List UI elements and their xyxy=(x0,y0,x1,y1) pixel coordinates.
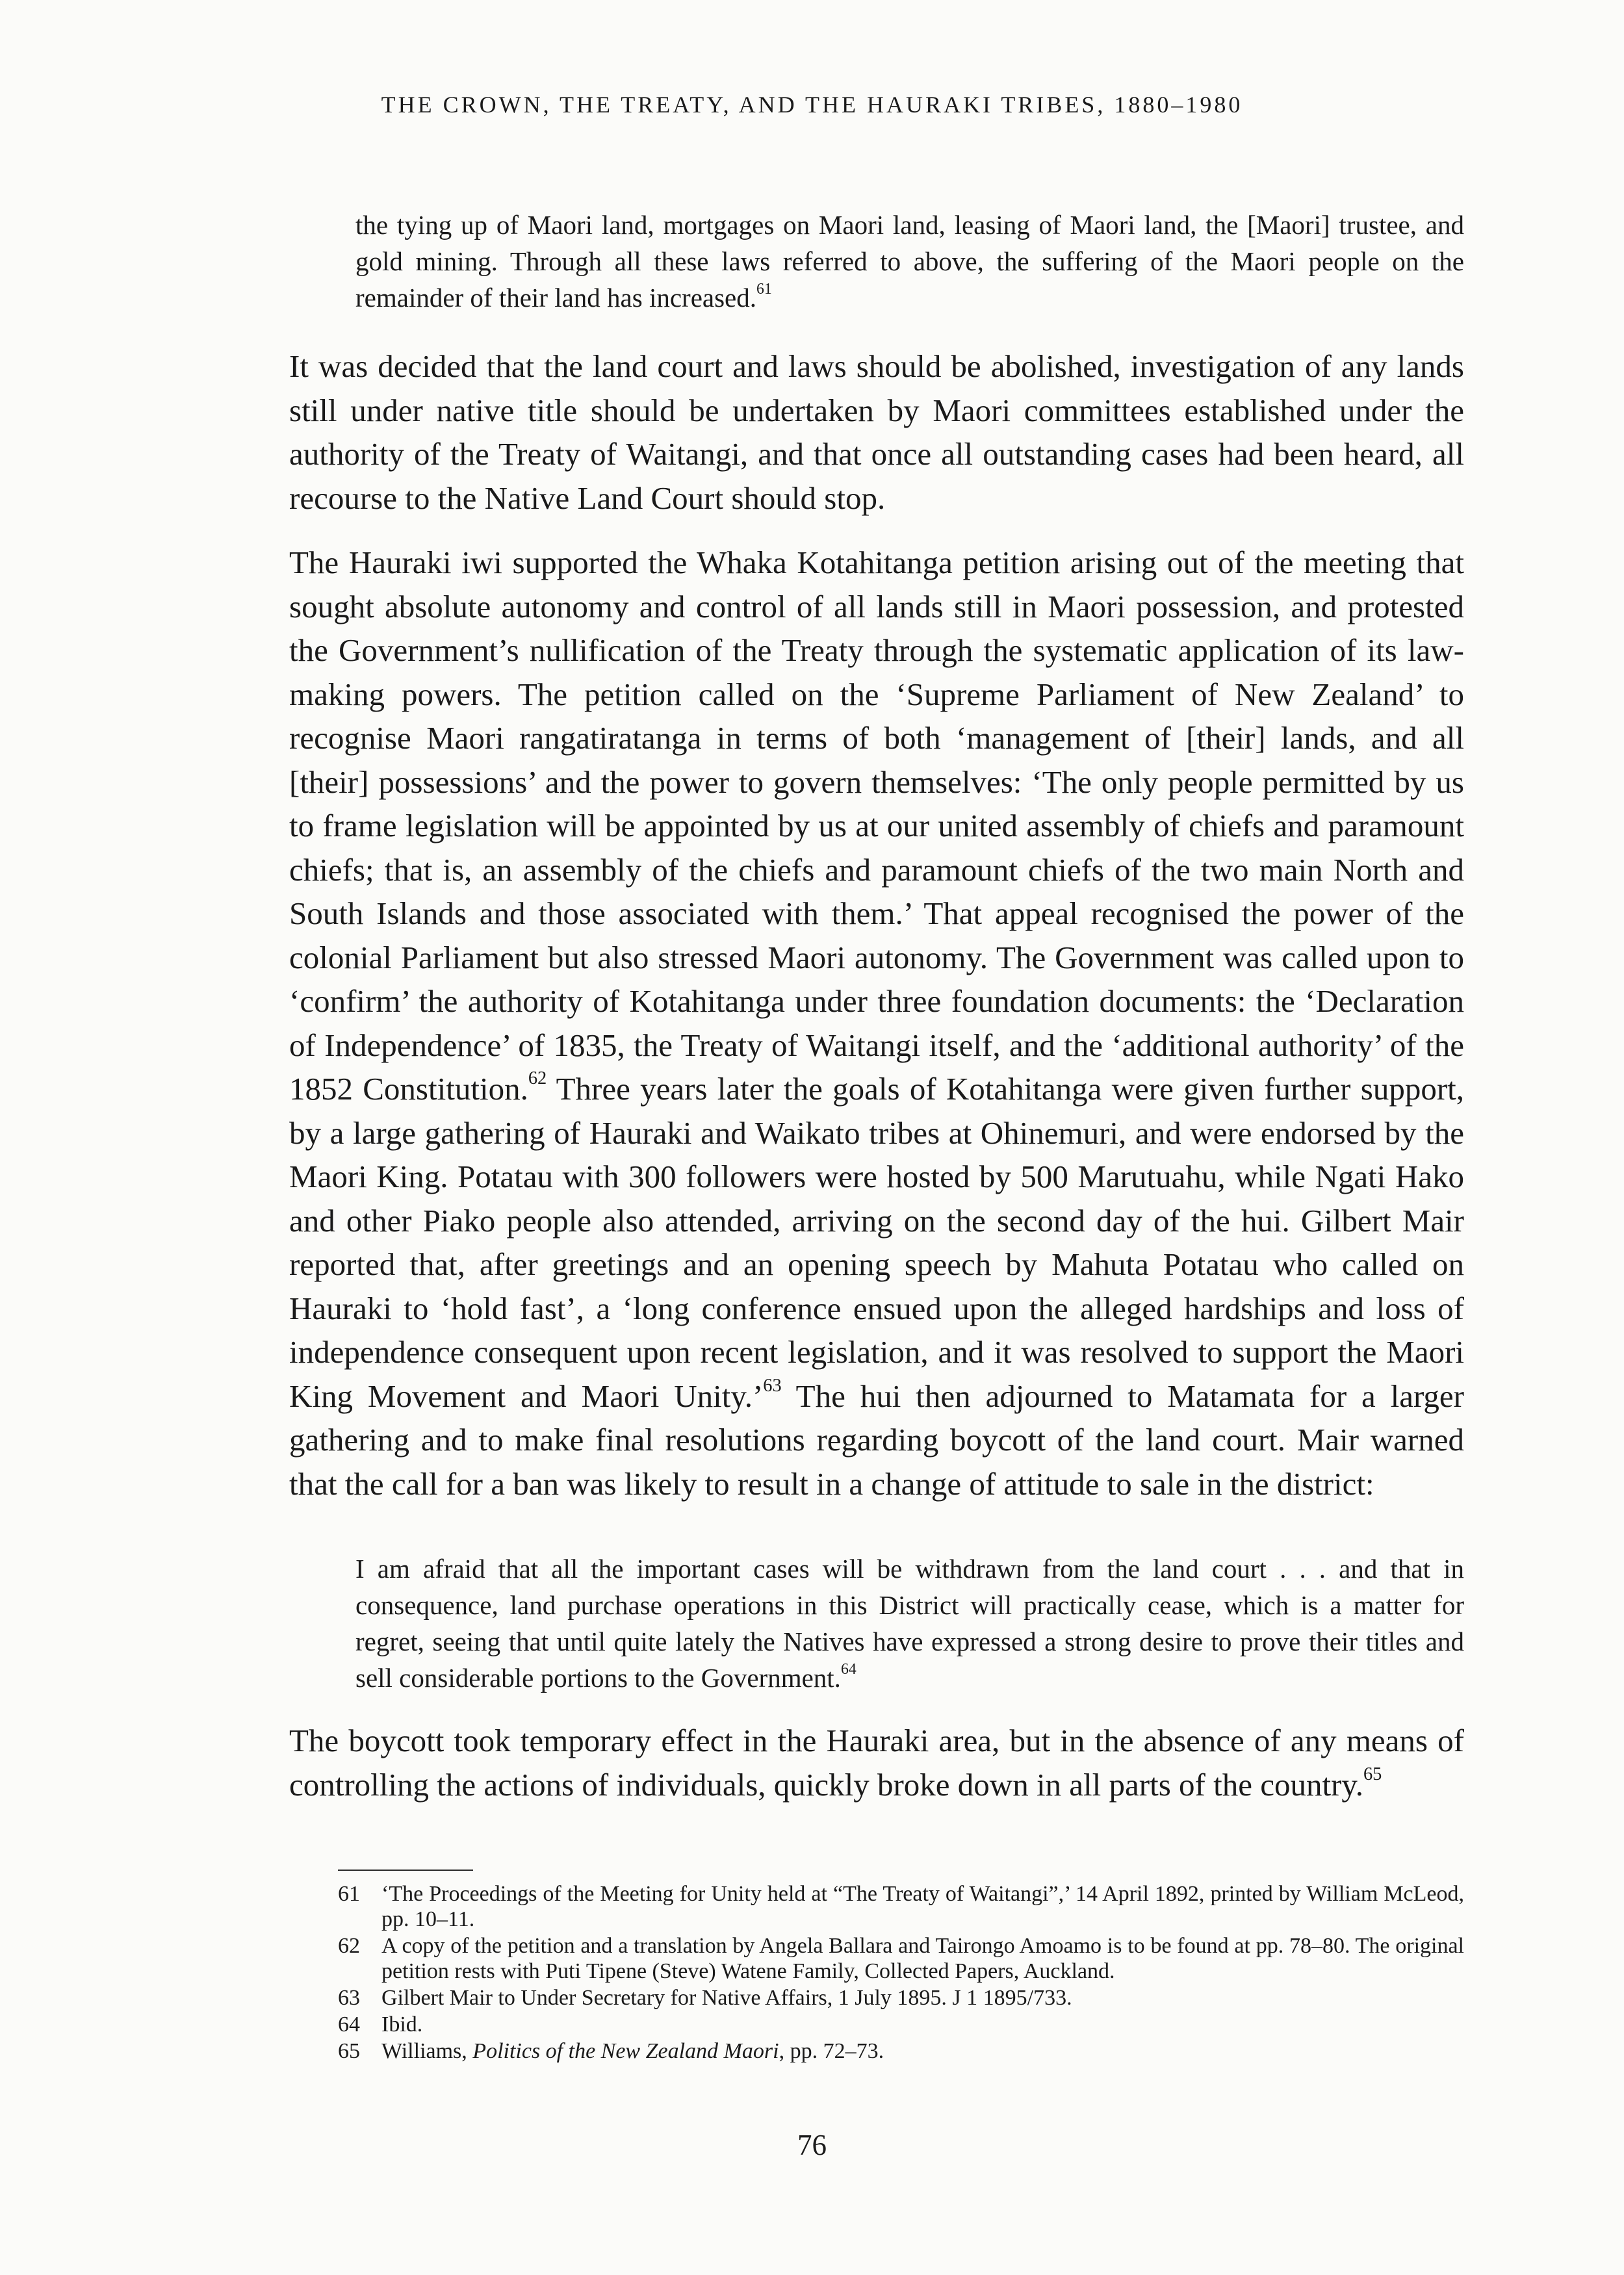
footnote-ref-61[interactable]: 61 xyxy=(756,280,772,298)
footnote-number: 62 xyxy=(338,1934,360,1958)
block-quote-1-text: the tying up of Maori land, mortgages on Maori land, leasing of Maori land, the [Maori] trustee, and gold mining. Through all these laws referred to above, the suffering of the Maori people on the remainder of their land has increased. xyxy=(355,210,1464,313)
footnote-text: ‘The Proceedings of the Meeting for Unity held at “The Treaty of Waitangi”,’ 14 April 1892, printed by William McLeod, pp. 10–11. xyxy=(381,1882,1464,1931)
footnote-text: Gilbert Mair to Under Secretary for Native Affairs, 1 July 1895. J 1 1895/733. xyxy=(381,1986,1072,2010)
footnote-text: A copy of the petition and a translation by Angela Ballara and Tairongo Amoamo is to be found at pp. 78–80. The original petition rests with Puti Tipene (Steve) Watene Family, Collected Papers, Auckland. xyxy=(381,1934,1464,1983)
footnote-text: Ibid. xyxy=(381,2012,423,2037)
book-title: Politics of the New Zealand Maori xyxy=(472,2039,779,2063)
footnote-number: 64 xyxy=(338,2012,360,2037)
footnote-62 xyxy=(338,1933,1464,1984)
running-head: THE CROWN, THE TREATY, AND THE HAURAKI TRIBES, 1880–1980 xyxy=(381,92,1243,118)
block-quote-2 xyxy=(355,1550,1464,1696)
block-quote-2-text: I am afraid that all the important cases will be withdrawn from the land court . . . and that in consequence, land purchase operations in this District will practically cease, which is a matter for regret, seeing that until quite lately the Natives have expressed a strong desire to prove their titles and sell considerable portions to the Government. xyxy=(355,1554,1464,1693)
footnotes xyxy=(338,1881,1464,2065)
footnote-64 xyxy=(338,2012,1464,2037)
paragraph-2-part-1: The Hauraki iwi supported the Whaka Kotahitanga petition arising out of the meeting that sought absolute autonomy and control of all lands still in Maori possession, and protested the Government’s nullification of the Treaty through the systematic application of its law-making powers. The petition called on the ‘Supreme Parliament of New Zealand’ to recognise Maori rangatiratanga in terms of both ‘management of [their] lands, and all [their] possessions’ and the power to govern themselves: ‘The only people permitted by us to frame legislation will be appointed by us at our united assembly of chiefs and paramount chiefs; that is, an assembly of the chiefs and paramount chiefs of the two main North and South Islands and those associated with them.’ That appeal recognised the power of the colonial Parliament but also stressed Maori autonomy. The Government was called upon to ‘confirm’ the authority of Kotahitanga under three foundation documents: the ‘Declaration of Independence’ of 1835, the Treaty of Waitangi itself, and the ‘additional authority’ of the 1852 Constitution. xyxy=(289,545,1464,1107)
paragraph-2 xyxy=(289,541,1464,1506)
block-quote-1 xyxy=(355,207,1464,316)
footnote-65 xyxy=(338,2038,1464,2064)
footnote-text-prefix: Williams, xyxy=(381,2039,473,2063)
footnote-number: 65 xyxy=(338,2039,360,2063)
footnote-ref-63[interactable]: 63 xyxy=(763,1375,782,1396)
footnote-ref-65[interactable]: 65 xyxy=(1363,1764,1382,1784)
footnote-ref-62[interactable]: 62 xyxy=(528,1068,547,1088)
paragraph-3 xyxy=(289,1719,1464,1806)
paragraph-2-part-2: Three years later the goals of Kotahitanga were given further support, by a large gathering of Hauraki and Waikato tribes at Ohinemuri, and were endorsed by the Maori King. Potatau with 300 followers were hosted by 500 Marutuahu, while Ngati Hako and other Piako people also attended, arriving on the second day of the hui. Gilbert Mair reported that, after greetings and an opening speech by Mahuta Potatau who called on Hauraki to ‘hold fast’, a ‘long conference ensued upon the alleged hardships and loss of independence consequent upon recent legislation, and it was resolved to support the Maori King Movement and Maori Unity.’ xyxy=(289,1071,1464,1414)
footnote-number: 61 xyxy=(338,1882,360,1906)
paragraph-1: It was decided that the land court and laws should be abolished, investigation of any lands still under native title should be undertaken by Maori committees established under the authority of the Treaty of Waitangi, and that once all outstanding cases had been heard, all recourse to the Native Land Court should stop. xyxy=(289,348,1464,516)
footnote-number: 63 xyxy=(338,1986,360,2010)
paragraph-2-part-3: The hui then adjourned to Matamata for a larger gathering and to make final resolutions regarding boycott of the land court. Mair warned that the call for a ban was likely to result in a change of attitude to sale in the district: xyxy=(289,1378,1464,1502)
page-number: 76 xyxy=(797,2129,827,2161)
footnote-divider xyxy=(338,1870,473,1871)
footnote-63 xyxy=(338,1985,1464,2011)
footnote-text-suffix: , pp. 72–73. xyxy=(779,2039,884,2063)
footnote-ref-64[interactable]: 64 xyxy=(840,1660,857,1678)
footnote-61 xyxy=(338,1881,1464,1932)
footnote-text xyxy=(381,2038,1464,2064)
paragraph-3-text: The boycott took temporary effect in the Hauraki area, but in the absence of any means of controlling the actions of individuals, quickly broke down in all parts of the country. xyxy=(289,1723,1464,1803)
